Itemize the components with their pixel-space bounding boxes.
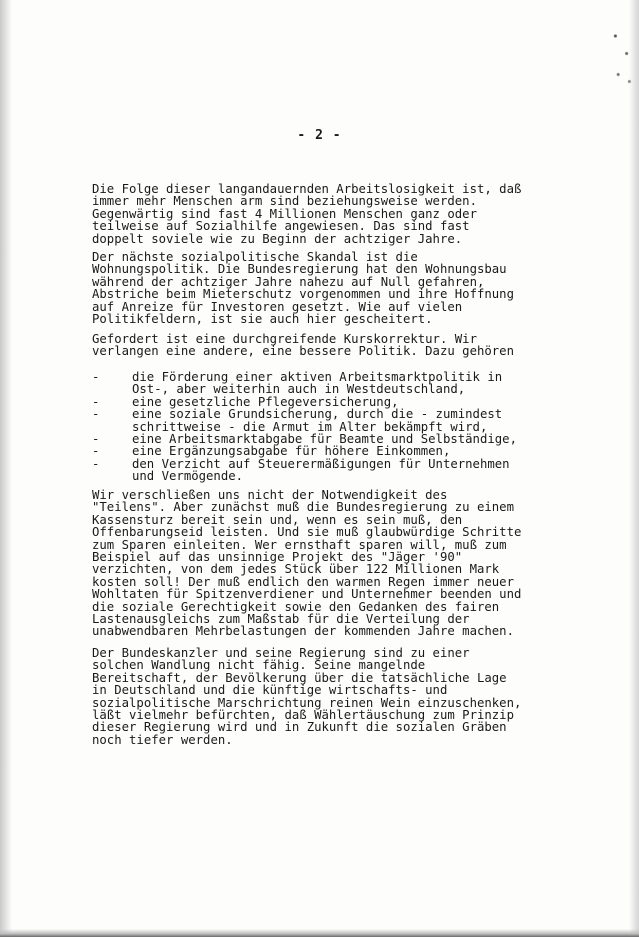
scan-speckle xyxy=(607,22,635,92)
text-line: während der achtziger Jahre nahezu auf Null gefahren, xyxy=(92,274,485,289)
text-line: doppelt soviele wie zu Beginn der achtziger Jahre. xyxy=(92,231,463,246)
list-dash: - xyxy=(92,456,100,471)
text-line: Beispiel auf das unsinnige Projekt des "Jäger '90" xyxy=(92,550,463,565)
text-line: dieser Regierung wird und in Zukunft die sozialen Gräben xyxy=(92,720,507,735)
list-dash xyxy=(92,383,132,395)
text-line: solchen Wandlung nicht fähig. Seine mangelnde xyxy=(92,658,426,673)
text-line: unabwendbaren Mehrbelastungen der kommenden Jahre machen. xyxy=(92,624,514,639)
list-dash: - xyxy=(92,432,100,447)
paragraph-5 xyxy=(92,647,532,746)
list-item-text: die Förderung einer aktiven Arbeitsmarktpolitik in xyxy=(132,370,503,384)
text-line: zum Sparen einleiten. Wer ernsthaft sparen will, muß zum xyxy=(92,537,507,552)
text-line: Der Bundeskanzler und seine Regierung sind zu einer xyxy=(92,646,470,660)
text-line: Wohnungspolitik. Die Bundesregierung hat den Wohnungsbau xyxy=(92,262,507,277)
text-line: läßt vielmehr befürchten, daß Wählertäuschung zum Prinzip xyxy=(92,708,514,723)
list-dash xyxy=(92,470,132,482)
text-line: die soziale Gerechtigkeit sowie den Gedanken des fairen xyxy=(92,599,500,614)
list-dash: - xyxy=(92,370,100,384)
list-item-text: eine gesetzliche Pflegeversicherung, xyxy=(132,394,399,409)
text-line: Kassensturz bereit sein und, wenn es sein muß, den xyxy=(92,512,463,527)
list-item-text: schrittweise - die Armut im Alter bekämpft wird, xyxy=(132,419,488,434)
list-dash: - xyxy=(92,394,100,409)
list-dash: - xyxy=(92,444,100,459)
paragraph-3 xyxy=(92,333,532,358)
text-line: auf Anreize für Investoren gesetzt. Wie auf vielen xyxy=(92,299,463,314)
list-dash: - xyxy=(92,407,100,422)
text-line: Wir verschließen uns nicht der Notwendigkeit des xyxy=(92,488,448,502)
list-item-text: eine Ergänzungsabgabe für höhere Einkommen, xyxy=(132,444,451,459)
text-line: in Deutschland und die künftige wirtschafts- und xyxy=(92,683,448,698)
text-line: Offenbarungseid leisten. Und sie muß glaubwürdige Schritte xyxy=(92,525,522,540)
page-number: - 2 - xyxy=(297,128,342,143)
text-line: Gefordert ist eine durchgreifende Kurskorrektur. Wir xyxy=(92,332,477,346)
text-line: Der nächste sozialpolitische Skandal ist die xyxy=(92,250,418,264)
text-line: Lastenausgleichs zum Maßstab für die Verteilung der xyxy=(92,612,470,627)
list-item xyxy=(92,445,532,457)
list-item xyxy=(92,383,532,395)
demands-list xyxy=(92,371,532,483)
paragraph-2 xyxy=(92,251,532,325)
text-line: Abstriche beim Mieterschutz vorgenommen und ihre Hoffnung xyxy=(92,287,514,302)
text-line: sozialpolitische Marschrichtung reinen Wein einzuschenken, xyxy=(92,695,522,710)
text-line: Politikfeldern, ist sie auch hier gescheitert. xyxy=(92,312,433,327)
list-item-text: eine soziale Grundsicherung, durch die - zumindest xyxy=(132,407,503,422)
text-line: "Teilens". Aber zunächst muß die Bundesregierung zu einem xyxy=(92,500,514,515)
text-line: Bereitschaft, der Bevölkerung über die tatsächliche Lage xyxy=(92,670,507,685)
text-line: Wohltaten für Spitzenverdiener und Unternehmer beenden und xyxy=(92,587,522,602)
text-line: Gegenwärtig sind fast 4 Millionen Menschen ganz oder xyxy=(92,206,477,221)
list-item xyxy=(92,408,532,420)
list-item-text: und Vermögende. xyxy=(132,469,244,484)
text-line: Die Folge dieser langandauernden Arbeitslosigkeit ist, daß xyxy=(92,182,522,196)
text-line: verlangen eine andere, eine bessere Politik. Dazu gehören xyxy=(92,344,514,359)
text-line: noch tiefer werden. xyxy=(92,732,233,747)
list-item-text: den Verzicht auf Steuerermäßigungen für Unternehmen xyxy=(132,456,510,471)
text-line: immer mehr Menschen arm sind beziehungsweise werden. xyxy=(92,194,477,209)
list-item xyxy=(92,470,532,482)
list-item-text: Ost-, aber weiterhin auch in Westdeutschland, xyxy=(132,382,466,397)
paragraph-1 xyxy=(92,183,532,245)
text-line: teilweise auf Sozialhilfe angewiesen. Das sind fast xyxy=(92,219,470,234)
text-line: kosten soll! Der muß endlich den warmen Regen immer neuer xyxy=(92,574,514,589)
text-line: verzichten, von dem jedes Stück über 122 Millionen Mark xyxy=(92,562,500,577)
paragraph-4 xyxy=(92,489,532,638)
scan-edge-bottom xyxy=(0,929,639,937)
list-item-text: eine Arbeitsmarktabgabe für Beamte und Selbständige, xyxy=(132,432,517,447)
